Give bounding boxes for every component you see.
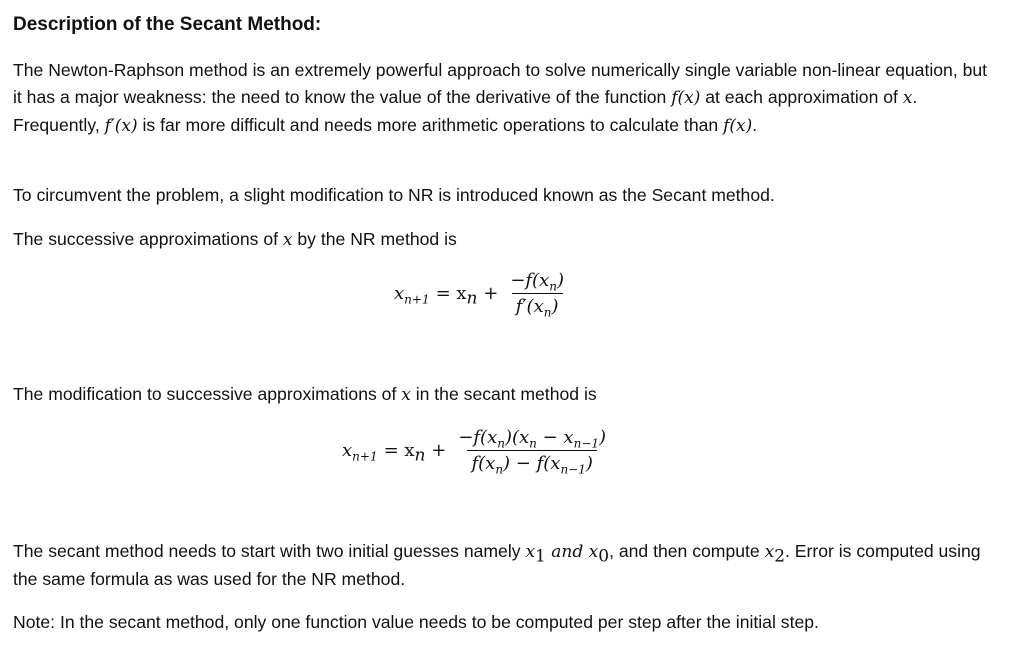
p1-text-e: . bbox=[752, 115, 758, 135]
p5-math-x1 bbox=[525, 542, 546, 567]
p5-x1-var: x bbox=[525, 542, 536, 562]
eq2-den-sub2: n−1 bbox=[560, 462, 586, 477]
p5-x2-sub: 2 bbox=[774, 546, 786, 567]
p5-x1-sub: 1 bbox=[535, 546, 546, 567]
eq2-den-sub1: n bbox=[495, 462, 504, 477]
paragraph-circumvent: To circumvent the problem, a slight modification to NR is introduced known as the Secant method. bbox=[13, 185, 775, 205]
eq1-den-sub: n bbox=[543, 305, 552, 320]
eq2-den-b: ) − f(x bbox=[503, 453, 561, 474]
eq2-den-a: f(x bbox=[471, 453, 496, 474]
eq2-num-c: − x bbox=[536, 427, 574, 448]
eq2-denominator bbox=[467, 450, 596, 477]
eq2-lhs bbox=[342, 440, 378, 464]
p5-x2-var: x bbox=[764, 542, 775, 562]
paragraph-newton-raphson-intro bbox=[13, 57, 998, 140]
eq1-lhs bbox=[394, 283, 430, 307]
p1-text-b: at each approximation of bbox=[700, 87, 903, 107]
p1-math-fx: f(x) bbox=[671, 88, 701, 108]
eq2-num-b: )(x bbox=[504, 427, 530, 448]
eq2-num-sub3: n−1 bbox=[573, 436, 600, 451]
eq1-num-sub: n bbox=[549, 279, 557, 294]
eq1-den-b: ) bbox=[551, 296, 559, 317]
p1-text-a: The Newton-Raphson method is an extremely powerful approach to solve numerically single variable non-linear equation, but it has a major weakness: the need to know the value of the derivative of the function bbox=[13, 60, 988, 107]
eq1-num-a: −f(x bbox=[510, 270, 550, 291]
p5-math-x0 bbox=[588, 542, 610, 567]
p5-text-c: . Error is computed using the same formula as was used for the NR method. bbox=[13, 541, 981, 589]
eq2-num-a: −f(x bbox=[458, 427, 498, 448]
eq2-num-sub2: n bbox=[529, 436, 537, 451]
eq2-den-c: ) bbox=[585, 453, 593, 474]
eq1-lhs-var: x bbox=[394, 283, 405, 304]
p1-text-d: is far more difficult and needs more arithmetic operations to calculate than bbox=[137, 115, 724, 135]
eq1-lhs-sub: n+1 bbox=[404, 292, 430, 307]
p1-math-x: x bbox=[902, 88, 913, 108]
p1-text-c: . Frequently, bbox=[13, 87, 918, 135]
eq1-plus: + bbox=[477, 283, 499, 304]
section-heading: Description of the Secant Method: bbox=[13, 14, 322, 35]
p5-text-a: The secant method needs to start with two initial guesses namely bbox=[13, 541, 526, 561]
paragraph-initial-guesses bbox=[13, 538, 998, 593]
p3-text-a: The successive approximations of bbox=[13, 229, 283, 249]
p5-math-and: and bbox=[545, 542, 589, 562]
eq1-denominator bbox=[512, 293, 563, 320]
p1-math-fprime: f′(x) bbox=[104, 116, 138, 136]
equation-secant bbox=[342, 427, 610, 477]
p3-math-x: x bbox=[282, 230, 293, 250]
eq2-mid bbox=[383, 440, 447, 466]
eq2-num-d: ) bbox=[599, 427, 607, 448]
p3-text-b: by the NR method is bbox=[292, 229, 457, 249]
eq2-num-sub1: n bbox=[497, 436, 505, 451]
p5-text-b: , and then compute bbox=[609, 541, 765, 561]
eq1-numerator bbox=[506, 270, 568, 293]
eq2-numerator bbox=[454, 427, 610, 450]
p5-x0-var: x bbox=[588, 542, 599, 562]
eq1-den-a: f′(x bbox=[515, 296, 544, 317]
p4-text-a: The modification to successive approximations of bbox=[13, 384, 402, 404]
eq2-lhs-sub: n+1 bbox=[352, 449, 378, 464]
paragraph-note: Note: In the secant method, only one function value needs to be computed per step after the initial step. bbox=[13, 612, 819, 632]
equation-newton-raphson bbox=[394, 270, 568, 320]
p4-text-b: in the secant method is bbox=[410, 384, 597, 404]
eq1-fraction bbox=[506, 270, 568, 320]
p5-x0-sub: 0 bbox=[598, 546, 610, 567]
eq2-plus: + bbox=[425, 440, 447, 461]
eq2-fraction bbox=[454, 427, 610, 477]
p5-math-x2 bbox=[764, 542, 786, 567]
p1-math-fx2: f(x) bbox=[723, 116, 753, 136]
eq2-lhs-var: x bbox=[342, 440, 353, 461]
eq1-mid-text: = x bbox=[435, 283, 467, 304]
eq2-mid-text: = x bbox=[383, 440, 415, 461]
eq2-mid-sub: n bbox=[414, 445, 426, 466]
paragraph-secant-modification bbox=[13, 381, 998, 409]
paragraph-nr-approximations bbox=[13, 226, 998, 254]
eq1-mid-sub: n bbox=[466, 288, 478, 309]
p4-math-x: x bbox=[401, 385, 411, 405]
eq1-mid bbox=[435, 283, 499, 309]
eq1-num-b: ) bbox=[556, 270, 564, 291]
